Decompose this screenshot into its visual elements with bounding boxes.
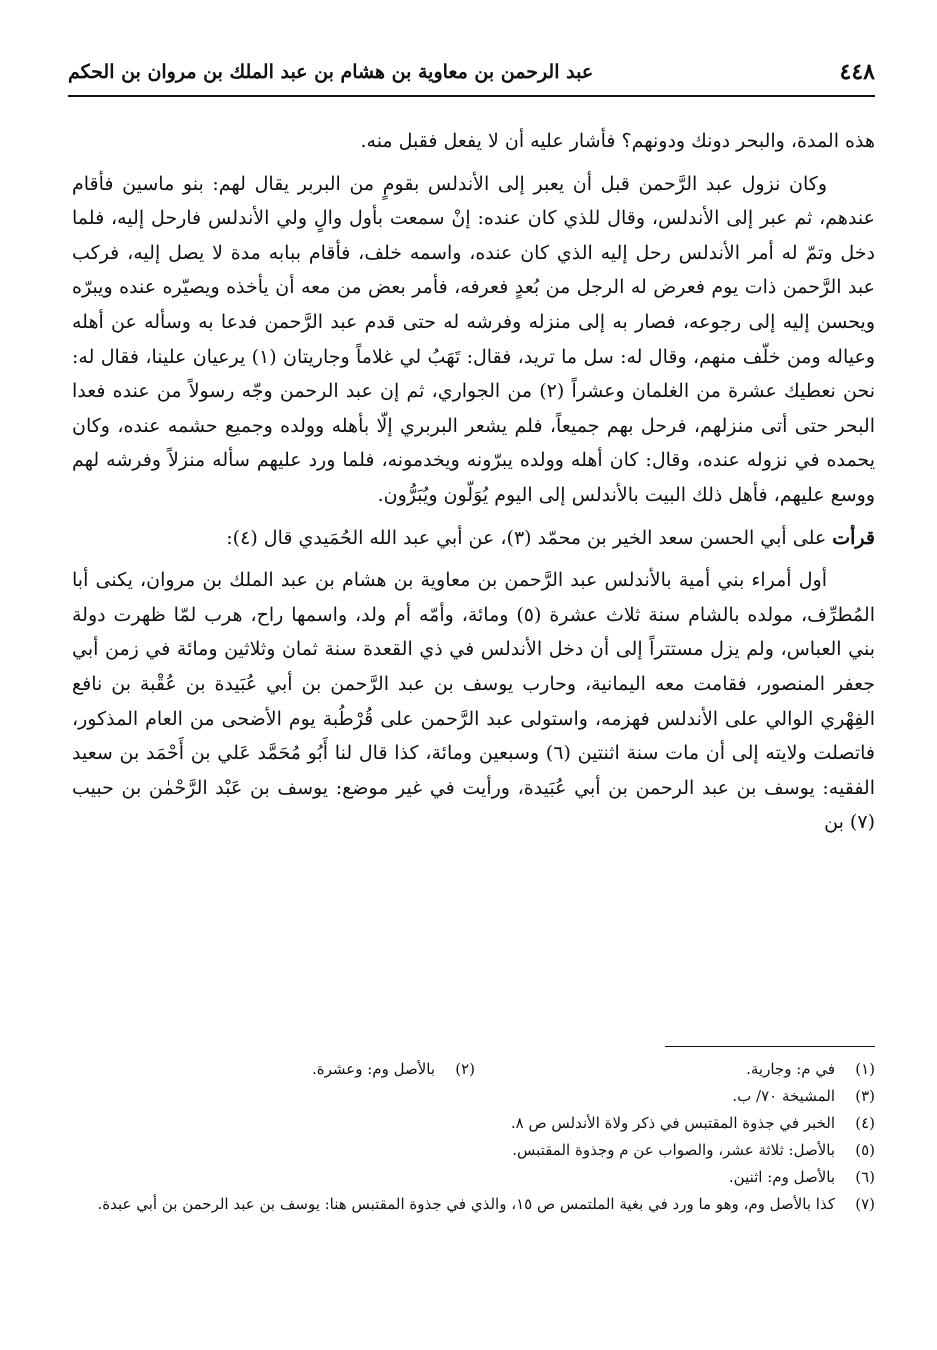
footnote-text: بالأصل: ثلاثة عشر، والصواب عن م وجذوة المقتبس. bbox=[512, 1141, 835, 1159]
footnote-separator bbox=[665, 1046, 875, 1047]
footnotes bbox=[72, 1056, 875, 1218]
footnote-text: في م: وجارية. bbox=[746, 1060, 835, 1078]
page-number: ٤٤٨ bbox=[839, 59, 875, 85]
paragraph-3-rest: على أبي الحسن سعد الخير بن محمّد (٣)، عن أبي عبد الله الحُمَيدي قال (٤): bbox=[226, 526, 827, 549]
footnote-2 bbox=[312, 1056, 475, 1083]
footnote-3 bbox=[72, 1083, 875, 1110]
footnote-7 bbox=[72, 1191, 875, 1218]
footnote-row-1-2 bbox=[72, 1056, 875, 1083]
running-title: عبد الرحمن بن معاوية بن هشام بن عبد الملك بن مروان بن الحكم bbox=[68, 61, 594, 83]
footnote-number: (٣) bbox=[855, 1087, 875, 1105]
footnote-number: (١) bbox=[855, 1060, 875, 1078]
page-header bbox=[68, 55, 875, 97]
footnote-text: بالأصل وم: وعشرة. bbox=[312, 1060, 435, 1078]
footnote-number: (٢) bbox=[455, 1060, 475, 1078]
footnote-number: (٤) bbox=[855, 1114, 875, 1132]
paragraph-4: أول أمراء بني أمية بالأندلس عبد الرَّحمن بن معاوية بن هشام بن عبد الملك بن مروان، يكنى أبا المُطرِّف، مولده بالشام سنة ثلاث عشرة (٥) ومائة، وأمّه أم ولد، واسمها راح، هرب لمّا ظهرت دولة بني العباس، ولم يزل مستتراً إلى أن دخل الأندلس في ذي القعدة سنة ثمان وثلاثين ومائة في زمن أبي جعفر المنصور، فقامت معه اليمانية، وحارب يوسف بن عبد الرَّحمن بن أبي عُبَيدة بن عُقْبة بن نافع الفِهْري الوالي على الأندلس فهزمه، واستولى عبد الرَّحمن على قُرْطُبة يوم الأضحى من العام المذكور، فاتصلت ولايته إلى أن مات سنة اثنتين (٦) وسبعين ومائة، كذا قال لنا أَبُو مُحَمَّد عَلي بن أَحْمَد بن سعيد الفقيه: يوسف بن عبد الرحمن بن أبي عُبَيدة، ورأيت في غير موضع: يوسف بن عَبْد الرَّحْمٰن بن حبيب (٧) بن bbox=[72, 569, 875, 834]
footnote-text: كذا بالأصل وم، وهو ما ورد في بغية الملتمس ص ١٥، والذي في جذوة المقتبس هنا: يوسف بن عبد الرحمن بن أبي عبدة. bbox=[97, 1195, 835, 1213]
footnote-text: المشيخة ٧٠/ ب. bbox=[732, 1087, 835, 1105]
paragraph-3-lead: قرأت bbox=[832, 526, 875, 549]
paragraph-1: هذه المدة، والبحر دونك ودونهم؟ فأشار عليه أن لا يفعل فقبل منه. bbox=[360, 130, 875, 152]
footnote-text: بالأصل وم: اثنين. bbox=[728, 1168, 835, 1186]
paragraph-3 bbox=[72, 521, 875, 556]
footnote-4 bbox=[72, 1110, 875, 1137]
footnote-number: (٦) bbox=[855, 1168, 875, 1186]
main-text bbox=[72, 124, 875, 840]
footnote-5 bbox=[72, 1137, 875, 1164]
footnote-number: (٥) bbox=[855, 1141, 875, 1159]
footnote-number: (٧) bbox=[855, 1195, 875, 1213]
footnote-text: الخبر في جذوة المقتبس في ذكر ولاة الأندلس ص ٨. bbox=[510, 1114, 835, 1132]
paragraph-2: وكان نزول عبد الرَّحمن قبل أن يعبر إلى الأندلس بقومٍ من البربر يقال لهم: بنو ماسين فأقام عندهم، ثم عبر إلى الأندلس، وقال للذي كان عنده: إنْ سمعت بأول والٍ ولي الأندلس فارحل إليه، فلما دخل وتمّ له أمر الأندلس رحل إليه الذي كان عنده، واسمه خلف، فأقام ببابه مدة لا يصل إليه، فركب عبد الرَّحمن ذات يوم فعرض له الرجل من بُعدٍ فعرفه، فأمر بعض من معه أن يأخذه ويصيّره عنده ويبرّه ويحسن إليه إلى رجوعه، فصار به إلى منزله وفرشه له حتى قدم عبد الرَّحمن فدعا به وسأله عن أهله وعياله ومن خلّف منهم، وقال له: سل ما تريد، فقال: تَهَبُ لي غلاماً وجاريتان (١) يرعيان علينا، فقال له: نحن نعطيك عشرة من الغلمان وعشراً (٢) من الجواري، ثم إن عبد الرحمن وجّه رسولاً من عنده فعدا البحر حتى أتى منزلهم، فرحل بهم جميعاً، فلم يشعر البربري إلّا بأهله وولده وجميع حشمه عنده، وكان يحمده في نزوله عنده، وقال: كان أهله وولده يبرّونه ويخدمونه، فلما ورد عليهم سأله منزلاً وفرشه لهم ووسع عليهم، فأهل ذلك البيت بالأندلس إلى اليوم يُوَلّون ويُبَرُّون. bbox=[72, 172, 875, 506]
footnote-6 bbox=[72, 1164, 875, 1191]
footnote-1 bbox=[475, 1056, 875, 1083]
